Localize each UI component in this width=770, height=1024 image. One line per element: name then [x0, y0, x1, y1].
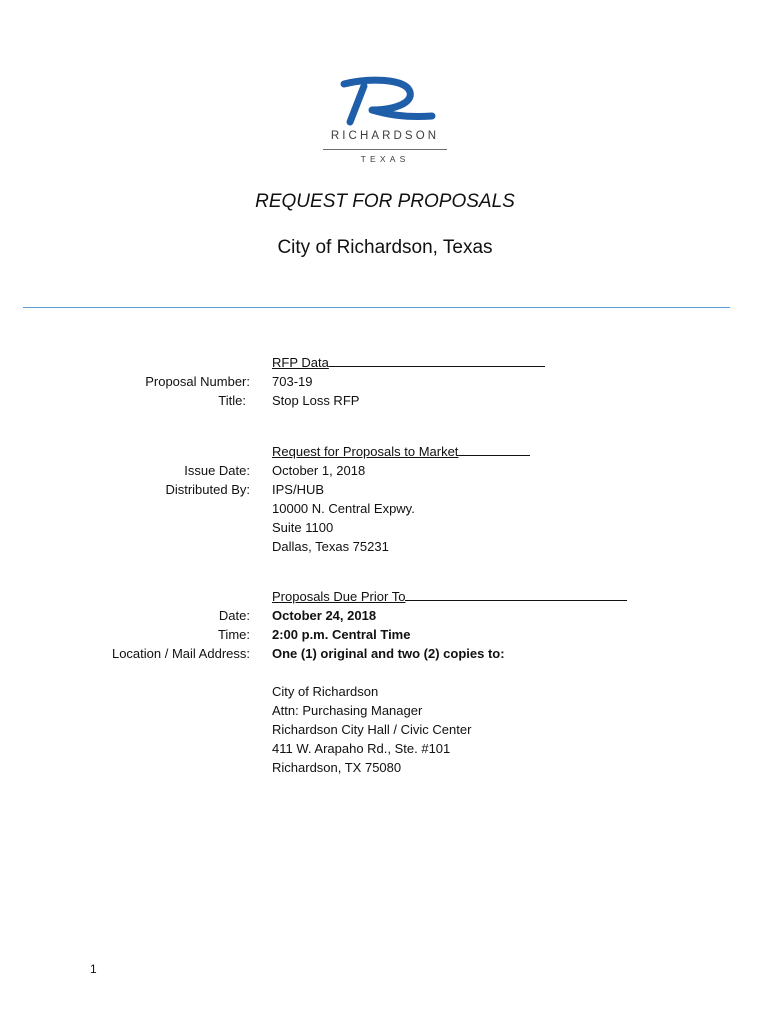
header-divider — [23, 307, 730, 308]
section-heading-market — [272, 442, 530, 461]
document-title: REQUEST FOR PROPOSALS — [255, 191, 515, 212]
distributed-by-label: Distributed By: — [165, 482, 250, 497]
due-time-value: 2:00 p.m. Central Time — [272, 627, 411, 642]
address-line: Attn: Purchasing Manager — [272, 703, 423, 718]
distributor-line: 10000 N. Central Expwy. — [272, 501, 415, 516]
section-heading-due — [272, 587, 627, 606]
page-number: 1 — [90, 962, 97, 976]
heading-underline — [329, 353, 545, 367]
issue-date-label: Issue Date: — [184, 463, 250, 478]
logo-rule — [323, 149, 447, 150]
section-heading-rfp-data — [272, 353, 545, 372]
proposal-number-value: 703-19 — [272, 374, 313, 389]
richardson-r-mark-icon — [320, 76, 450, 128]
distributor-line: IPS/HUB — [272, 482, 325, 497]
heading-underline — [405, 587, 627, 601]
due-date-value: October 24, 2018 — [272, 608, 377, 623]
title-label: Title: — [218, 393, 246, 408]
title-value: Stop Loss RFP — [272, 393, 360, 408]
logo-subword: TEXAS — [360, 154, 410, 164]
distributor-line: Dallas, Texas 75231 — [272, 539, 389, 554]
due-heading-text: Proposals Due Prior To — [272, 589, 406, 604]
logo-wordmark: RICHARDSON — [330, 130, 440, 142]
heading-underline — [458, 442, 530, 456]
address-line: Richardson, TX 75080 — [272, 760, 402, 775]
address-line: City of Richardson — [272, 684, 379, 699]
address-line: Richardson City Hall / Civic Center — [272, 722, 472, 737]
location-label: Location / Mail Address: — [111, 646, 250, 661]
distributor-line: Suite 1100 — [272, 520, 334, 535]
location-value: One (1) original and two (2) copies to: — [272, 646, 505, 661]
address-line: 411 W. Arapaho Rd., Ste. #101 — [272, 741, 451, 756]
document-subtitle: City of Richardson, Texas — [277, 237, 493, 258]
rfp-data-heading-text: RFP Data — [272, 355, 329, 370]
due-date-label: Date: — [218, 608, 250, 623]
richardson-logo — [320, 76, 450, 168]
market-heading-text: Request for Proposals to Market — [272, 444, 459, 459]
issue-date-value: October 1, 2018 — [272, 463, 366, 478]
proposal-number-label: Proposal Number: — [145, 374, 250, 389]
due-time-label: Time: — [217, 627, 250, 642]
